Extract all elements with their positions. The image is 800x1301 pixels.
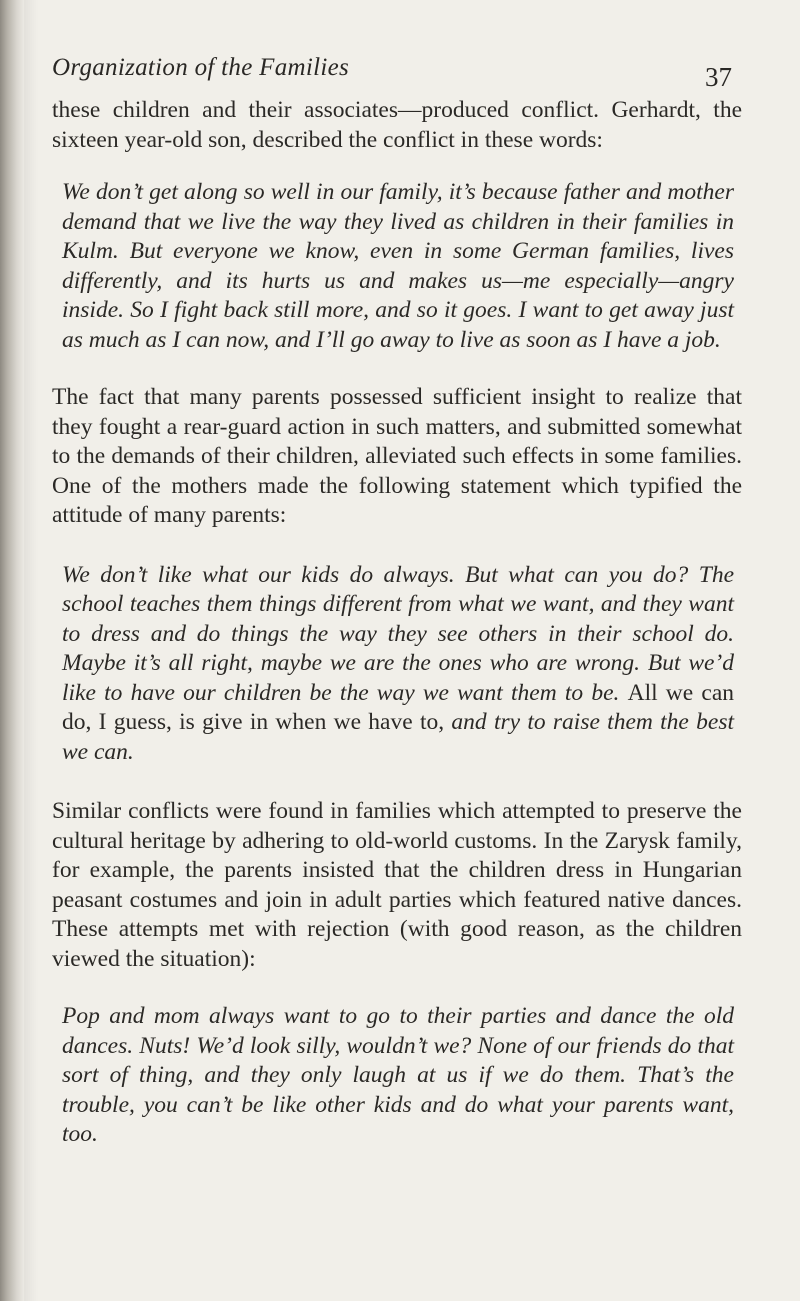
paragraph-1: these children and their associates—produced conflict. Gerhardt, the sixteen year-old son, described the conflict in these words: (52, 97, 742, 153)
running-title: Organization of the Families (52, 54, 350, 81)
quote-mother (52, 561, 742, 768)
book-spine-edge (0, 0, 24, 1301)
quote-gerhardt: We don’t get along so well in our family, it’s because father and mother demand that we live the way they lived as children in their families in Kulm. But everyone we know, even in some German families, lives differently, and its hurts us and makes us—me especially—angry inside. So I fight back still more, and so it goes. I want to get away just as much as I can now, and I’ll go away to live as soon as I have a job. (62, 179, 734, 353)
paragraph-3: Similar conflicts were found in families which attempted to preserve the cultural heritage by adhering to old-world customs. In the Zarysk family, for example, the parents insisted that the children dress in Hungarian peasant costumes and join in adult parties which featured native dances. These attempts met with rejection (with good reason, as the children viewed the situation): (52, 798, 742, 972)
paragraph-2: The fact that many parents possessed sufficient insight to realize that they fought a rear-guard action in such matters, and submitted somewhat to the demands of their children, alleviated such effects in some families. One of the mothers made the following statement which typified the attitude of many parents: (52, 384, 742, 528)
quote-mother-roman-part: All we can do, I guess, is give in when we have to, (62, 679, 734, 735)
quote-zarysk-children: Pop and mom always want to go to their parties and dance the old dances. Nuts! We’d look silly, wouldn’t we? None of our friends do that sort of thing, and they only laugh at us if we do them. That’s the trouble, you can’t be like other kids and do what your parents want, too. (62, 1003, 734, 1147)
page-number: 37 (705, 62, 732, 92)
quote-mother-closing-part: and try to raise them the best we can. (62, 709, 735, 765)
gutter-shadow (24, 0, 38, 1301)
quote-mother-italic-part: We don’t like what our kids do always. But what can you do? The school teaches them things different from what we want, and they want to dress and do things the way they see others in their school do. Maybe it’s all right, maybe we are the ones who are wrong. But we’d like to have our children be the way we want them to be. (62, 561, 734, 706)
running-head (52, 52, 742, 96)
book-page (52, 52, 742, 1150)
